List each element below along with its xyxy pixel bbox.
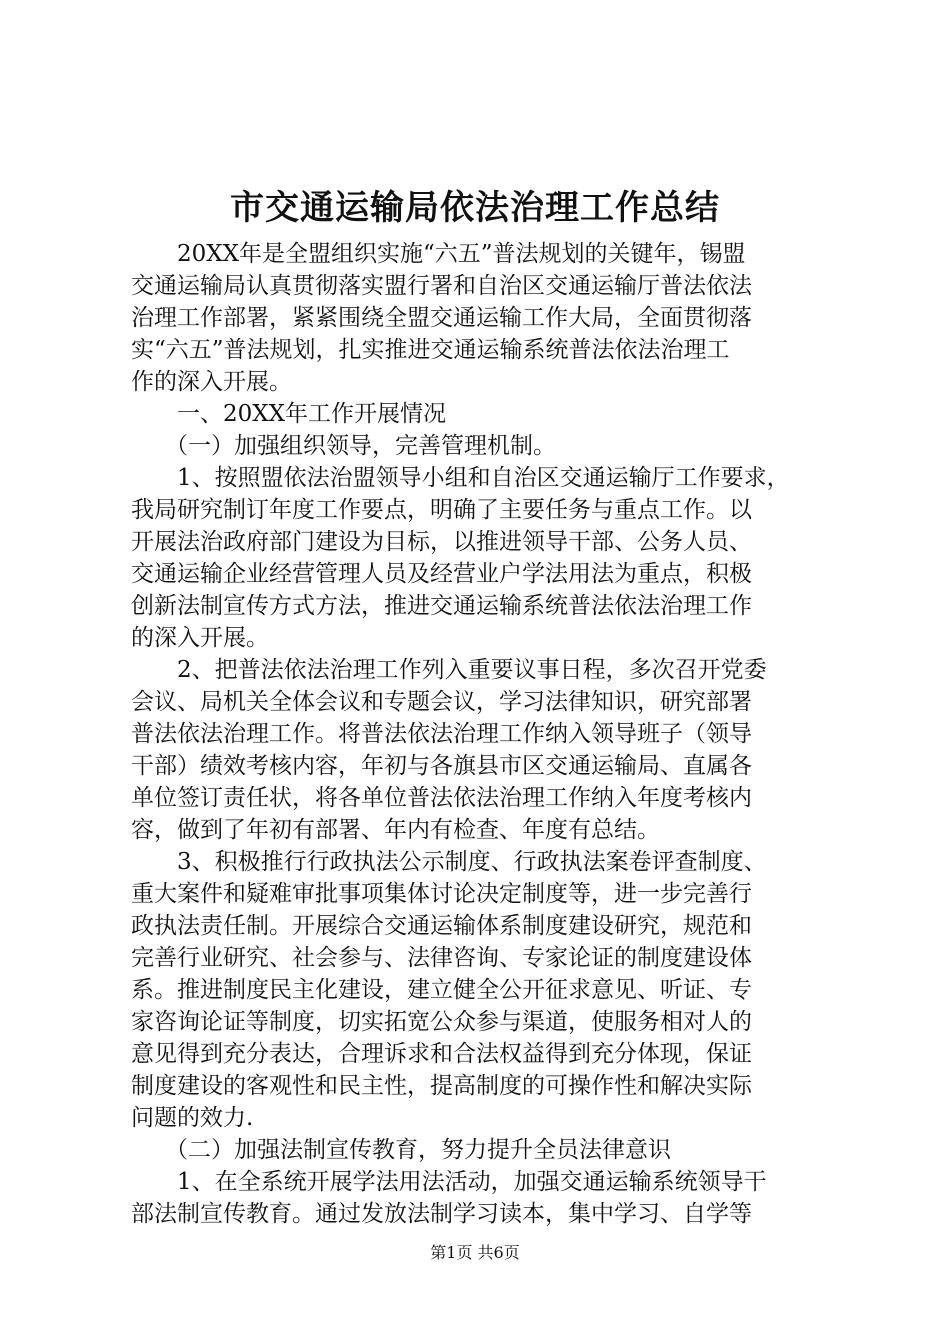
text-line: 我局研究制订年度工作要点，明确了主要任务与重点工作。以 [131, 497, 752, 523]
text-line: 交通运输局认真贯彻落实盟行署和自治区交通运输厅普法依法 [131, 273, 752, 299]
text-line: 3、积极推行行政执法公示制度、行政执法案卷评查制度、 [177, 849, 767, 875]
section-heading: 一、20XX年工作开展情况 [177, 401, 447, 427]
text-line: 容，做到了年初有部署、年内有检查、年度有总结。 [131, 817, 660, 843]
text-line: 干部）绩效考核内容，年初与各旗县市区交通运输局、直属各 [131, 753, 752, 779]
text-line: 20XX年是全盟组织实施“六五”普法规划的关键年，锡盟 [177, 241, 746, 267]
text-line: 作的深入开展。 [131, 369, 292, 395]
text-line: 部法制宣传教育。通过发放法制学习读本，集中学习、自学等 [131, 1201, 752, 1227]
text-line: 创新法制宣传方式方法，推进交通运输系统普法依法治理工作 [131, 593, 752, 619]
text-line: 交通运输企业经营管理人员及经营业户学法用法为重点，积极 [131, 561, 752, 587]
text-line: 的深入开展。 [131, 625, 269, 651]
text-line: 制度建设的客观性和民主性，提高制度的可操作性和解决实际 [131, 1073, 752, 1099]
text-line: 普法依法治理工作。将普法依法治理工作纳入领导班子（领导 [131, 721, 752, 747]
subsection-heading: （一）加强组织领导，完善管理机制。 [165, 433, 556, 459]
text-line: 家咨询论证等制度，切实拓宽公众参与渠道，使服务相对人的 [131, 1009, 752, 1035]
text-line: 实“六五”普法规划，扎实推进交通运输系统普法依法治理工 [131, 337, 730, 363]
page-number-footer: 第1页 共6页 [430, 1243, 520, 1262]
text-line: 系。推进制度民主化建设，建立健全公开征求意见、听证、专 [131, 977, 752, 1003]
text-line: 重大案件和疑难审批事项集体讨论决定制度等，进一步完善行 [131, 881, 752, 907]
text-line: 会议、局机关全体会议和专题会议，学习法律知识，研究部署 [131, 689, 752, 715]
text-line: 单位签订责任状，将各单位普法依法治理工作纳入年度考核内 [131, 785, 752, 811]
text-line: 1、在全系统开展学法用法活动，加强交通运输系统领导干 [177, 1169, 767, 1195]
text-line: 问题的效力. [131, 1105, 254, 1131]
text-line: 意见得到充分表达，合理诉求和合法权益得到充分体现，保证 [131, 1041, 752, 1067]
document-title: 市交通运输局依法治理工作总结 [230, 188, 720, 228]
text-line: 1、按照盟依法治盟领导小组和自治区交通运输厅工作要求， [177, 465, 790, 491]
text-line: 治理工作部署，紧紧围绕全盟交通运输工作大局，全面贯彻落 [131, 305, 752, 331]
text-line: 开展法治政府部门建设为目标，以推进领导干部、公务人员、 [131, 529, 752, 555]
text-line: 2、把普法依法治理工作列入重要议事日程，多次召开党委 [177, 657, 767, 683]
text-line: 完善行业研究、社会参与、法律咨询、专家论证的制度建设体 [131, 945, 752, 971]
document-body [131, 238, 831, 1230]
subsection-heading: （二）加强法制宣传教育，努力提升全员法律意识 [165, 1137, 671, 1163]
text-line: 政执法责任制。开展综合交通运输体系制度建设研究，规范和 [131, 913, 752, 939]
